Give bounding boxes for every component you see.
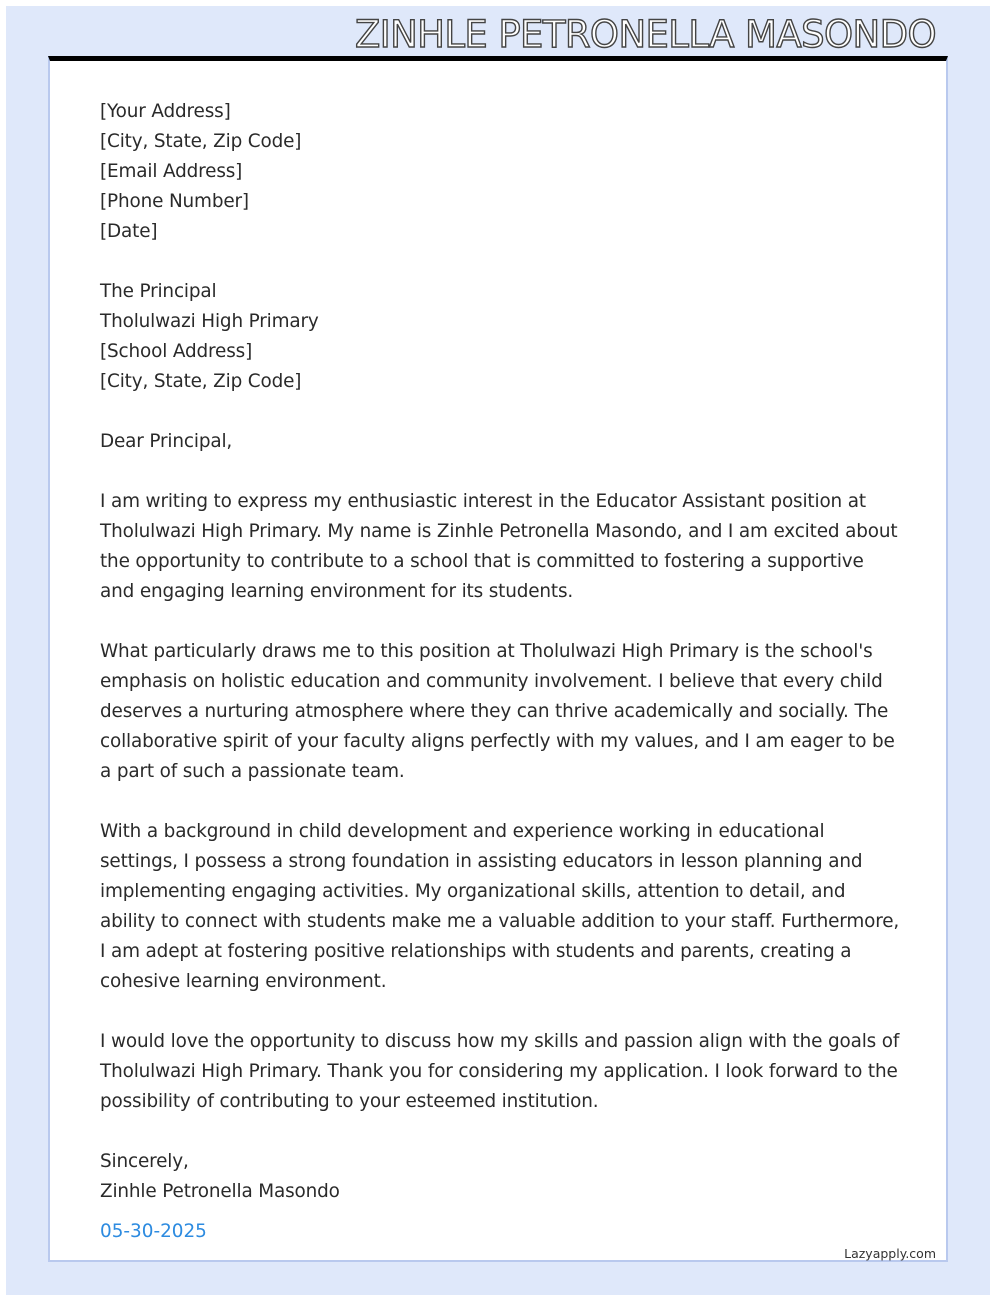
recipient-school: Tholulwazi High Primary — [100, 311, 319, 332]
spacer — [100, 607, 900, 637]
applicant-name-header: ZINHLE PETRONELLA MASONDO — [355, 13, 936, 56]
spacer — [100, 787, 900, 817]
sender-address: [Your Address] — [100, 101, 231, 122]
recipient-city-state-zip: [City, State, Zip Code] — [100, 371, 302, 392]
sender-date: [Date] — [100, 221, 158, 242]
paragraph-text: I would love the opportunity to discuss how my skills and passion align with the goals of Tholulwazi High Primary. Thank you for considering my application. I look forward to the possibility of contributing to your esteemed institution. — [100, 1031, 900, 1112]
spacer — [100, 397, 900, 427]
body-paragraph — [100, 487, 900, 607]
spacer — [100, 997, 900, 1027]
paragraph-text: I am writing to express my enthusiastic interest in the Educator Assistant position at Tholulwazi High Primary. My name is Zinhle Petronella Masondo, and I am excited about the opportunity to contribute to a school that is committed to fostering a supportive and engaging learning environment for its students. — [100, 491, 898, 602]
spacer — [100, 1117, 900, 1147]
body-paragraph — [100, 1027, 900, 1117]
signature-name: Zinhle Petronella Masondo — [100, 1181, 340, 1202]
sender-email: [Email Address] — [100, 161, 243, 182]
paragraph-text: What particularly draws me to this position at Tholulwazi High Primary is the school's emphasis on holistic education and community involvement. I believe that every child deserves a nurturing atmosphere where they can thrive academically and socially. The collaborative spirit of your faculty aligns perfectly with my values, and I am eager to be a part of such a passionate team. — [100, 641, 895, 782]
recipient-address: [School Address] — [100, 341, 253, 362]
body-paragraph — [100, 637, 900, 787]
cover-letter-body — [100, 97, 900, 1207]
salutation: Dear Principal, — [100, 431, 233, 452]
sender-phone: [Phone Number] — [100, 191, 249, 212]
brand-watermark: Lazyapply.com — [844, 1246, 936, 1261]
valediction: Sincerely, — [100, 1151, 189, 1172]
footer-date: 05-30-2025 — [100, 1221, 207, 1242]
paragraph-text: With a background in child development and experience working in educational settings, I possess a strong foundation in assisting educators in lesson planning and implementing engaging activities. My organizational skills, attention to detail, and ability to connect with students make me a valuable addition to your staff. Furthermore, I am adept at fostering positive relationships with students and parents, creating a cohesive learning environment. — [100, 821, 900, 992]
spacer — [100, 457, 900, 487]
body-paragraph — [100, 817, 900, 997]
recipient-title: The Principal — [100, 281, 217, 302]
spacer — [100, 247, 900, 277]
sender-city-state-zip: [City, State, Zip Code] — [100, 131, 302, 152]
